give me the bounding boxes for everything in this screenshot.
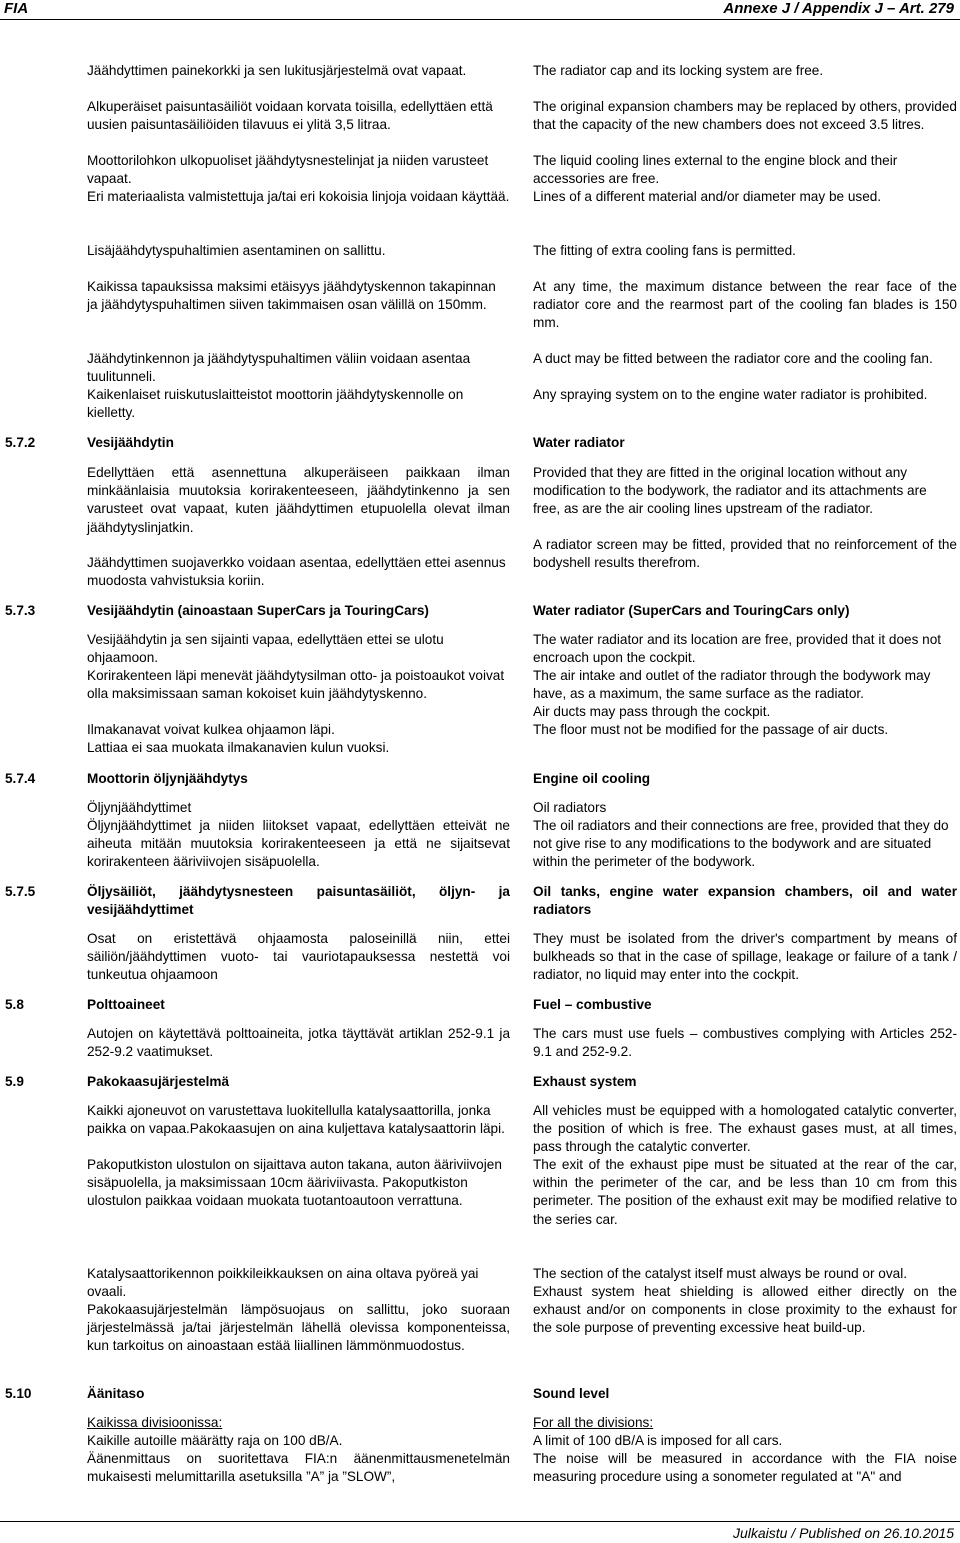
s573-fi-p3: Ilmakanavat voivat kulkea ohjaamon läpi. [87, 722, 335, 737]
section-number: 5.10 [5, 1386, 32, 1401]
s59-fi-p3: Katalysaattorikennon poikkileikkauksen on aina oltava pyöreä yai ovaali. [87, 1266, 479, 1300]
section-title-en: Oil tanks, engine water expansion chambers, oil and water radiators [533, 884, 957, 918]
section-number: 5.7.2 [5, 435, 36, 450]
section-title-fi: Pakokaasujärjestelmä [87, 1074, 230, 1089]
intro-en-p2: The original expansion chambers may be replaced by others, provided that the capacity of the new chambers does not exceed 3.5 litres. [533, 99, 957, 133]
intro-fi-p3: Moottorilohkon ulkopuoliset jäähdytysnestelinjat ja niiden varusteet vapaat. [87, 153, 489, 187]
intro-fi-p6: Kaikissa tapauksissa maksimi etäisyys jäähdytyskennon takapinnan ja jäähdytyspuhaltimen siiven takimmaisen osan välillä on 150mm. [87, 279, 496, 313]
s510-fi-p1: Kaikissa divisioonissa: [87, 1415, 223, 1430]
intro-fi-p4: Eri materiaalista valmistettuja ja/tai eri kokoisia linjoja voidaan käyttää. [87, 189, 510, 204]
s574-fi-p1: Öljynjäähdyttimet [87, 800, 192, 815]
s510-en-p2: A limit of 100 dB/A is imposed for all cars. [533, 1433, 783, 1448]
section-number: 5.7.5 [5, 884, 36, 899]
section-title-en: Exhaust system [533, 1074, 637, 1089]
s572-fi-p1: Edellyttäen että asennettuna alkuperäiseen paikkaan ilman minkäänlaisia muutoksia korirakenteeseen, jäähdytinkenno ja sen varusteet ovat vapaat, kuten jäähdyttimen etupuolella olevat ilman jäähdytyslinjatkin. [87, 465, 510, 535]
s59-fi-p1: Kaikki ajoneuvot on varustettava luokitellulla katalysaattorilla, jonka paikka on vapaa.Pakokaasujen on aina kuljettava katalysaattorin läpi. [87, 1103, 505, 1137]
s573-en-p4: The floor must not be modified for the passage of air ducts. [533, 722, 889, 737]
s574-fi-p2: Öljynjäähdyttimet ja niiden liitokset vapaat, edellyttäen etteivät ne aiheuta mitään muutoksia korirakenteeseen ja että ne sijaitsevat korirakenteen ääriviivojen sisäpuolella. [87, 818, 510, 870]
section-number: 5.9 [5, 1074, 24, 1089]
section-number: 5.7.3 [5, 603, 36, 618]
s59-en-p2: The exit of the exhaust pipe must be situated at the rear of the car, within the perimeter of the car, and be less than 10 cm from this perimeter. The position of the exhaust exit may be modified relative to the series car. [533, 1157, 957, 1227]
s575-en-p1: They must be isolated from the driver's compartment by means of bulkheads so that in the case of spillage, leakage or failure of a tank / radiator, no liquid may enter into the cockpit. [533, 931, 957, 983]
s510-fi-p2: Kaikille autoille määrätty raja on 100 dB/A. [87, 1433, 343, 1448]
intro-en-p3: The liquid cooling lines external to the engine block and their accessories are free. [533, 153, 898, 187]
header-appendix: Annexe J / Appendix J – Art. 279 [723, 0, 954, 17]
s573-en-p2: The air intake and outlet of the radiator through the bodywork may have, as a maximum, the same surface as the radiator. [533, 668, 931, 702]
s59-fi-p2: Pakoputkiston ulostulon on sijaittava auton takana, auton ääriviivojen sisäpuolella, ja maksimissaan 10cm ääriviivasta. Pakoputkiston ulostulon paikkaa voidaan muokata tuotantoautoon verrattuna. [87, 1157, 502, 1209]
published-date: Julkaistu / Published on 26.10.2015 [732, 1525, 954, 1541]
intro-en-p1: The radiator cap and its locking system are free. [533, 63, 824, 78]
section-number: 5.8 [5, 997, 24, 1012]
s510-en-p3: The noise will be measured in accordance with the FIA noise measuring procedure using a sonometer regulated at "A" and [533, 1451, 957, 1485]
section-title-fi: Moottorin öljynjäähdytys [87, 771, 248, 786]
page-footer [0, 1521, 960, 1543]
s58-en-p1: The cars must use fuels – combustives complying with Articles 252-9.1 and 252-9.2. [533, 1026, 957, 1060]
s59-en-p4: Exhaust system heat shielding is allowed either directly on the exhaust and/or on components in close proximity to the exhaust for the sole purpose of preventing excessive heat build-up. [533, 1284, 957, 1336]
s573-fi-p2: Korirakenteen läpi menevät jäähdytysilman otto- ja poistoaukot voivat olla maksimissaan saman kokoiset kuin jäähdytyskenno. [87, 668, 505, 702]
intro-en-p4: Lines of a different material and/or diameter may be used. [533, 189, 882, 204]
section-title-fi: Öljysäiliöt, jäähdytysnesteen paisuntasäiliöt, öljyn- ja vesijäähdyttimet [87, 884, 510, 918]
s510-en-p1: For all the divisions: [533, 1415, 654, 1430]
s510-fi-p3: Äänenmittaus on suoritettava FIA:n äänenmittausmenetelmän mukaisesti melumittarilla asetuksilla ”A” ja ”SLOW”, [87, 1451, 510, 1485]
s572-en-p1: Provided that they are fitted in the original location without any modification to the bodywork, the radiator and its attachments are free, as are the air cooling lines upstream of the radiator. [533, 465, 927, 517]
intro-fi-p8: Kaikenlaiset ruiskutuslaitteistot moottorin jäähdytyskennolle on kielletty. [87, 387, 464, 421]
intro-fi-p7: Jäähdytinkennon ja jäähdytyspuhaltimen väliin voidaan asentaa tuulitunneli. [87, 351, 471, 385]
header-fia: FIA [4, 0, 29, 17]
s59-en-p1: All vehicles must be equipped with a homologated catalytic converter, the position of which is free. The exhaust gases must, at all times, pass through the catalytic converter. [533, 1103, 957, 1155]
section-title-fi: Vesijäähdytin (ainoastaan SuperCars ja TouringCars) [87, 603, 429, 618]
s575-fi-p1: Osat on eristettävä ohjaamosta paloseinillä niin, ettei säiliön/jäähdyttimen vuoto- tai vauriotapauksessa nestettä voi tunkeutua ohjaamoon [87, 931, 510, 983]
section-title-en: Fuel – combustive [533, 997, 652, 1012]
section-number: 5.7.4 [5, 771, 36, 786]
intro-en-p7: A duct may be fitted between the radiator core and the cooling fan. [533, 351, 933, 366]
section-title-en: Sound level [533, 1386, 610, 1401]
s573-en-p1: The water radiator and its location are free, provided that it does not encroach upon the cockpit. [533, 632, 942, 666]
section-title-en: Engine oil cooling [533, 771, 651, 786]
s574-en-p1: Oil radiators [533, 800, 607, 815]
intro-fi-p5: Lisäjäähdytyspuhaltimien asentaminen on sallittu. [87, 243, 386, 258]
s574-en-p2: The oil radiators and their connections are free, provided that they do not give rise to any modifications to the bodywork and are situated within the perimeter of the bodywork. [533, 818, 949, 870]
page-header [0, 0, 960, 20]
section-title-en: Water radiator [533, 435, 625, 450]
s573-fi-p1: Vesijäähdytin ja sen sijainti vapaa, edellyttäen ettei se ulotu ohjaamoon. [87, 632, 444, 666]
s573-fi-p4: Lattiaa ei saa muokata ilmakanavien kulun vuoksi. [87, 740, 390, 755]
section-title-fi: Polttoaineet [87, 997, 165, 1012]
s573-en-p3: Air ducts may pass through the cockpit. [533, 704, 771, 719]
section-title-fi: Äänitaso [87, 1386, 145, 1401]
s58-fi-p1: Autojen on käytettävä polttoaineita, jotka täyttävät artiklan 252-9.1 ja 252-9.2 vaatimukset. [87, 1026, 510, 1060]
intro-en-p5: The fitting of extra cooling fans is permitted. [533, 243, 796, 258]
intro-en-p8: Any spraying system on to the engine water radiator is prohibited. [533, 387, 928, 402]
s59-en-p3: The section of the catalyst itself must always be round or oval. [533, 1266, 908, 1281]
s59-fi-p4: Pakokaasujärjestelmän lämpösuojaus on sallittu, joko suoraan järjestelmässä ja/tai järjestelmän lähellä olevissa komponenteissa, kun tarkoitus on ainoastaan estää liiallinen lämmönmuodostus. [87, 1302, 510, 1354]
section-title-en: Water radiator (SuperCars and TouringCars only) [533, 603, 850, 618]
intro-en-p6: At any time, the maximum distance between the rear face of the radiator core and the rearmost part of the cooling fan blades is 150 mm. [533, 279, 957, 331]
s572-fi-p2: Jäähdyttimen suojaverkko voidaan asentaa, edellyttäen ettei asennus muodosta vahvistuksia koriin. [87, 555, 506, 589]
intro-fi-p2: Alkuperäiset paisuntasäiliöt voidaan korvata toisilla, edellyttäen että uusien paisuntasäiliöiden tilavuus ei ylitä 3,5 litraa. [87, 99, 493, 133]
intro-fi-p1: Jäähdyttimen painekorkki ja sen lukitusjärjestelmä ovat vapaat. [87, 63, 467, 78]
s572-en-p2: A radiator screen may be fitted, provided that no reinforcement of the bodyshell results therefrom. [533, 537, 957, 571]
section-title-fi: Vesijäähdytin [87, 435, 174, 450]
